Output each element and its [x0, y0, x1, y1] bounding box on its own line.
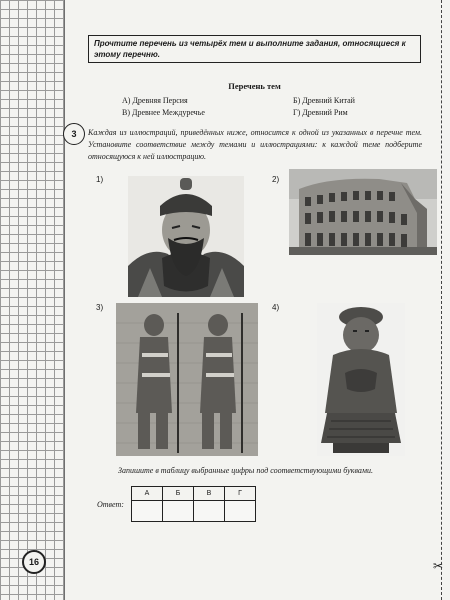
- topic-name: Древняя Персия: [132, 96, 188, 105]
- illustration-1-label: 1): [96, 175, 104, 184]
- topic-g: [293, 108, 348, 117]
- illustration-3-label: 3): [96, 303, 104, 312]
- answer-label: Ответ:: [97, 500, 124, 509]
- task-text: Каждая из иллюстраций, приведённых ниже, относится к одной из указанных в перечне тем. Установите соответствие между темами и иллюстрациями: к каждой теме подберите относящуюся к ней иллюстрацию.: [88, 128, 422, 161]
- task-number: 3: [63, 123, 85, 145]
- topic-letter: В): [122, 108, 130, 117]
- topic-name: Древнее Междуречье: [132, 108, 205, 117]
- cut-line: [441, 0, 442, 600]
- scissors-icon: ✂: [433, 559, 444, 573]
- illustration-4-sumerian-statue: [317, 303, 405, 456]
- instruction-box: Прочтите перечень из четырёх тем и выполните задания, относящиеся к этому перечню.: [88, 35, 421, 63]
- page-number: 16: [22, 550, 46, 574]
- topic-letter: А): [122, 96, 131, 105]
- topic-name: Древний Рим: [302, 108, 348, 117]
- answer-cell-v[interactable]: [194, 501, 225, 522]
- topic-letter: Б): [293, 96, 301, 105]
- grid-margin: [0, 0, 65, 600]
- answer-cell-a[interactable]: [132, 501, 163, 522]
- illustration-2-colosseum: [289, 169, 437, 255]
- illustration-1-chinese-emperor: [128, 176, 244, 297]
- topic-v: [122, 108, 205, 117]
- answer-cell-g[interactable]: [225, 501, 256, 522]
- illustration-2-label: 2): [272, 175, 280, 184]
- topic-letter: Г): [293, 108, 301, 117]
- topic-a: [122, 96, 188, 105]
- answer-header-v: В: [194, 487, 225, 501]
- topic-name: Древний Китай: [302, 96, 355, 105]
- answer-table: [131, 486, 256, 522]
- answer-header-b: Б: [163, 487, 194, 501]
- illustration-3-persian-archers: [116, 303, 258, 456]
- answer-header-g: Г: [225, 487, 256, 501]
- illustration-4-label: 4): [272, 303, 280, 312]
- answer-cell-b[interactable]: [163, 501, 194, 522]
- topic-b: [293, 96, 355, 105]
- answer-header-a: А: [132, 487, 163, 501]
- write-instruction: Запишите в таблицу выбранные цифры под соответствующими буквами.: [118, 466, 373, 475]
- topics-title: Перечень тем: [228, 81, 281, 91]
